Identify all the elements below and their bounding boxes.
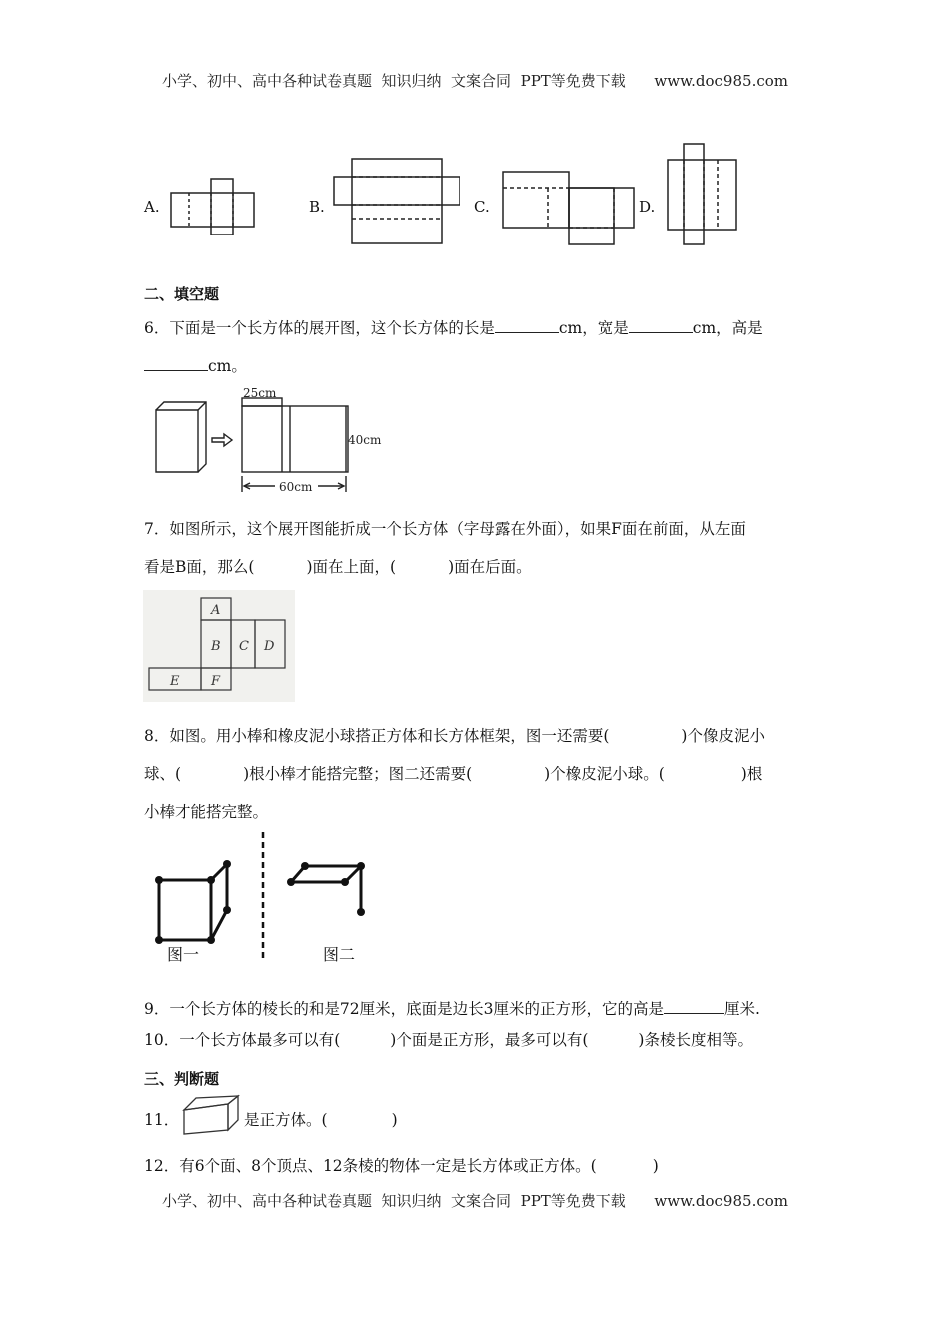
question-7-line-1: 7．如图所示，这个展开图能折成一个长方体（字母露在外面），如果F面在前面，从左面 xyxy=(144,520,746,538)
face-e: E xyxy=(170,674,180,689)
answer-blank-width[interactable] xyxy=(629,318,693,333)
label-40cm: 40cm xyxy=(348,433,382,447)
face-f: F xyxy=(211,674,221,689)
label-25cm: 25cm xyxy=(243,388,277,400)
question-6-line-2: cm。 xyxy=(144,356,247,375)
section-title-true-false: 三、判断题 xyxy=(144,1070,220,1088)
question-9: 9．一个长方体的棱长的和是72厘米，底面是边长3厘米的正方形，它的高是 厘米. xyxy=(144,1000,760,1018)
face-b: B xyxy=(211,639,221,654)
question-7-line-2: 看是B面，那么( )面在上面，( )面在后面。 xyxy=(144,558,532,576)
answer-blank-length[interactable] xyxy=(495,318,559,333)
option-c-label: C. xyxy=(474,198,490,216)
question-8-line-1: 8．如图。用小棒和橡皮泥小球搭正方体和长方体框架，图一还需要( )个像皮泥小 xyxy=(144,727,765,745)
question-8-line-2: 球、( )根小棒才能搭完整；图二还需要( )个橡皮泥小球。( )根 xyxy=(144,765,763,783)
page-footer: 小学、初中、高中各种试卷真题 知识归纳 文案合同 PPT等免费下载 www.doc985.com xyxy=(161,1192,788,1210)
face-a: A xyxy=(211,603,221,618)
answer-blank-height[interactable] xyxy=(144,356,208,371)
section-title-fill-in: 二、填空题 xyxy=(144,285,220,303)
option-d-label: D. xyxy=(639,198,656,216)
question-11-cuboid-figure xyxy=(180,1094,244,1136)
option-b-net-figure xyxy=(330,155,460,245)
face-d: D xyxy=(264,639,275,654)
question-10: 10．一个长方体最多可以有( )个面是正方形，最多可以有( )条棱长度相等。 xyxy=(144,1031,753,1049)
option-d-net-figure xyxy=(664,140,739,248)
option-c-net-figure xyxy=(498,168,638,246)
answer-blank-height-cm[interactable] xyxy=(664,999,724,1014)
question-8-frame-figures xyxy=(145,828,385,970)
label-60cm: 60cm xyxy=(279,480,313,494)
figure-1-label: 图一 xyxy=(167,945,200,964)
face-c: C xyxy=(239,639,249,654)
option-b-label: B. xyxy=(309,198,325,216)
question-11-number: 11． xyxy=(144,1111,180,1129)
page-header: 小学、初中、高中各种试卷真题 知识归纳 文案合同 PPT等免费下载 www.doc985.com xyxy=(161,72,788,90)
question-11-text: 是正方体。( ) xyxy=(244,1111,398,1129)
figure-2-label: 图二 xyxy=(323,945,356,964)
question-7-lettered-net-figure xyxy=(143,590,295,702)
question-8-line-3: 小棒才能搭完整。 xyxy=(144,803,269,821)
option-a-label: A. xyxy=(144,198,160,216)
question-12: 12．有6个面、8个顶点、12条棱的物体一定是长方体或正方体。( ) xyxy=(144,1157,659,1175)
question-6-cuboid-net-figure xyxy=(150,388,400,496)
question-6-line-1: 6．下面是一个长方体的展开图，这个长方体的长是 cm，宽是 cm，高是 xyxy=(144,319,763,337)
option-a-net-figure xyxy=(165,175,260,235)
